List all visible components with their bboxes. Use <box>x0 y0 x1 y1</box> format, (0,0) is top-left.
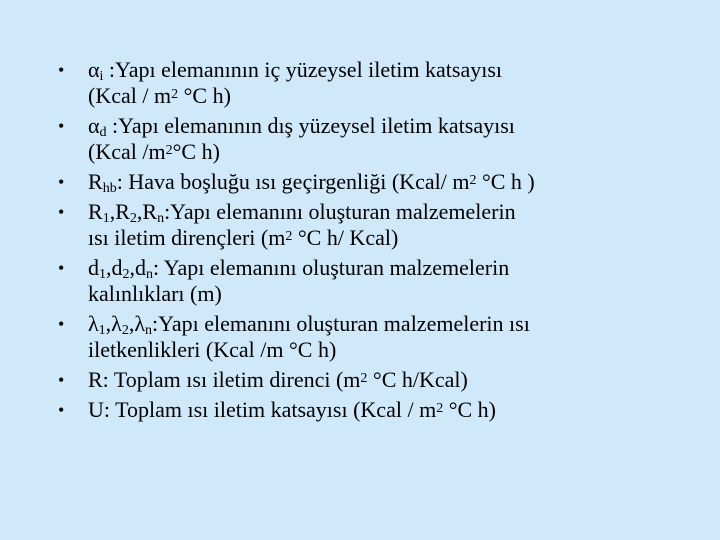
symbol-r: R <box>88 169 103 194</box>
item-line <box>88 397 688 423</box>
item-line <box>88 367 688 393</box>
list-item <box>58 113 688 165</box>
subscript: 1 <box>98 323 106 338</box>
item-line <box>88 139 688 165</box>
symbol-r: ,R <box>136 199 158 224</box>
bullet-icon: • <box>58 202 65 222</box>
bullet-icon: • <box>58 370 65 390</box>
superscript: 2 <box>165 143 173 158</box>
subscript: n <box>157 211 165 226</box>
subscript: 2 <box>129 211 137 226</box>
superscript: 2 <box>171 87 179 102</box>
subscript: n <box>146 267 153 282</box>
bullet-icon: • <box>58 60 65 80</box>
item-text: °C h) <box>443 397 496 422</box>
subscript: hb <box>102 181 117 196</box>
item-line <box>88 57 688 83</box>
superscript: 2 <box>469 173 477 188</box>
item-line <box>88 113 688 139</box>
subscript: n <box>145 323 153 338</box>
list-item <box>58 57 688 109</box>
subscript: d <box>99 125 107 140</box>
item-text: U: Toplam ısı iletim katsayısı (Kcal / m <box>88 397 437 422</box>
item-text: (Kcal / m <box>88 83 172 108</box>
subscript: 2 <box>121 323 129 338</box>
item-text: :Yapı elemanını oluşturan malzemelerin <box>164 199 516 224</box>
symbol-alpha: α <box>88 113 100 138</box>
bullet-list <box>58 57 688 427</box>
symbol-d: ,d <box>106 255 123 280</box>
item-line: iletkenlikleri (Kcal /m °C h) <box>88 337 337 362</box>
subscript: 2 <box>122 267 130 282</box>
item-text: °C h ) <box>476 169 535 194</box>
symbol-r: R <box>88 199 103 224</box>
item-line <box>88 311 688 337</box>
list-item <box>58 367 688 393</box>
symbol-alpha: α <box>88 57 100 82</box>
item-text: °C h) <box>178 83 231 108</box>
item-text: : Yapı elemanını oluşturan malzemelerin <box>153 255 510 280</box>
item-text: °C h/ Kcal) <box>292 225 399 250</box>
symbol-lambda: ,λ <box>105 311 122 336</box>
item-text: R: Toplam ısı iletim direnci (m <box>88 367 361 392</box>
item-line <box>88 83 688 109</box>
bullet-icon: • <box>58 116 65 136</box>
subscript: 1 <box>102 211 110 226</box>
item-text: :Yapı elemanının dış yüzeysel iletim katsayısı <box>106 113 515 138</box>
symbol-r: ,R <box>109 199 130 224</box>
bullet-icon: • <box>58 258 65 278</box>
list-item <box>58 169 688 195</box>
list-item <box>58 255 688 307</box>
item-text: (Kcal /m <box>88 139 166 164</box>
symbol-lambda: λ <box>88 311 99 336</box>
symbol-d: d <box>88 255 99 280</box>
item-text: :Yapı elemanını oluşturan malzemelerin ısı <box>152 311 530 336</box>
superscript: 2 <box>285 229 293 244</box>
list-item <box>58 397 688 423</box>
subscript: i <box>99 69 104 84</box>
list-item <box>58 199 688 251</box>
item-line <box>88 199 688 225</box>
bullet-icon: • <box>58 400 65 420</box>
superscript: 2 <box>360 371 368 386</box>
item-line <box>88 225 688 251</box>
item-text: °C h/Kcal) <box>367 367 468 392</box>
symbol-d: ,d <box>129 255 146 280</box>
subscript: 1 <box>99 267 106 282</box>
item-text: : Hava boşluğu ısı geçirgenliği (Kcal/ m <box>116 169 470 194</box>
superscript: 2 <box>436 401 444 416</box>
item-text: °C h) <box>172 139 220 164</box>
bullet-icon: • <box>58 172 65 192</box>
bullet-icon: • <box>58 314 65 334</box>
item-line <box>88 255 688 281</box>
item-text: ısı iletim dirençleri (m <box>88 225 286 250</box>
item-line: kalınlıkları (m) <box>88 281 222 306</box>
item-text: :Yapı elemanının iç yüzeysel iletim katsayısı <box>103 57 502 82</box>
item-line <box>88 169 688 195</box>
symbol-lambda: ,λ <box>128 311 146 336</box>
list-item <box>58 311 688 363</box>
